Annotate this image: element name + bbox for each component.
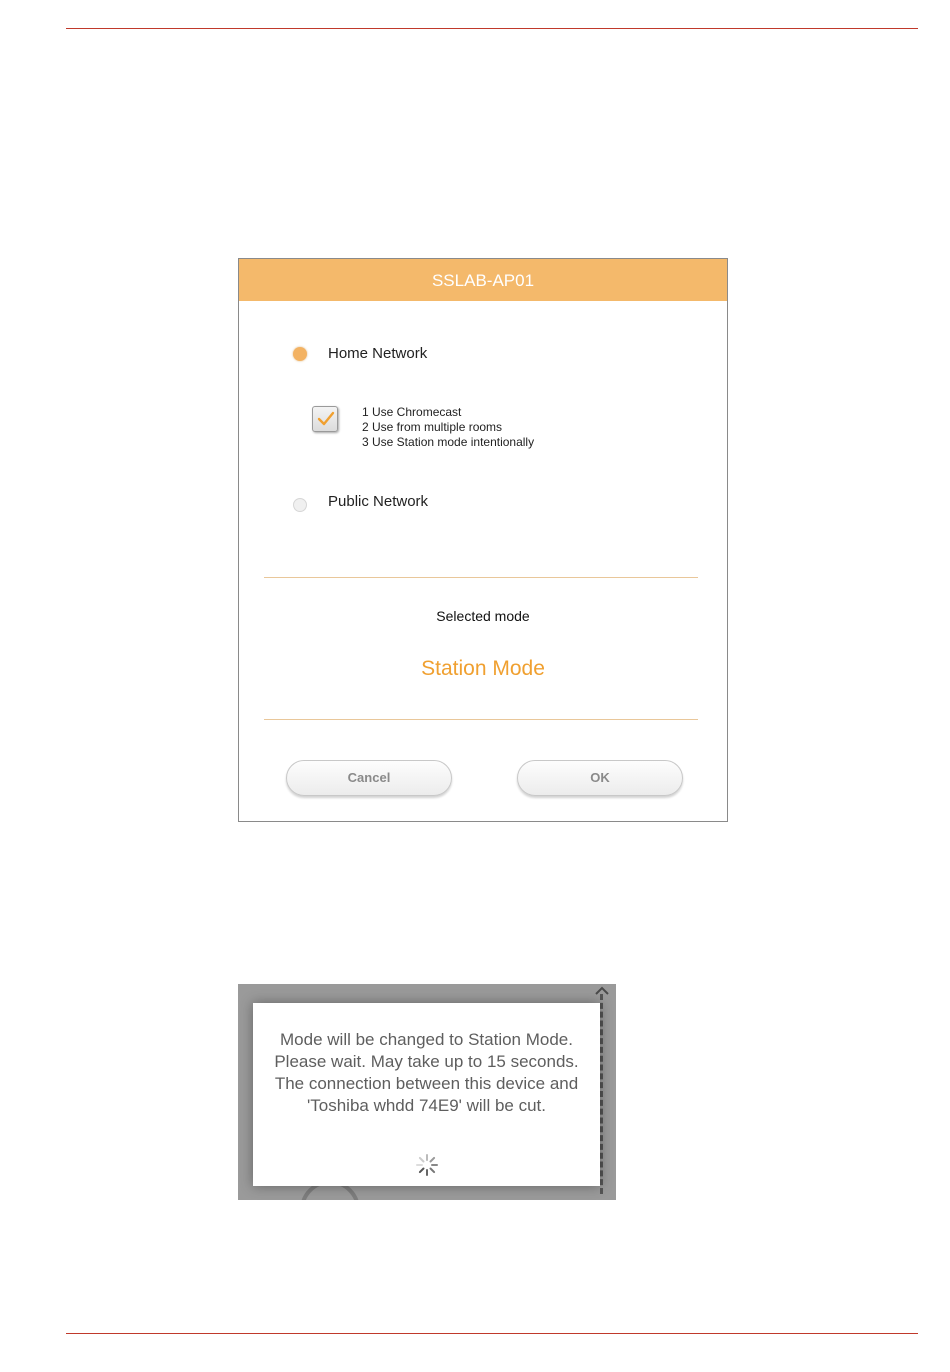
cancel-button[interactable]: Cancel [286, 760, 452, 796]
sub-option-station-mode: 3 Use Station mode intentionally [362, 435, 535, 449]
dialog-title: SSLAB-AP01 [239, 259, 727, 301]
public-network-label[interactable]: Public Network [328, 493, 429, 510]
loading-spinner-icon [415, 1153, 439, 1177]
public-network-radio[interactable] [293, 498, 307, 512]
selected-mode-value: Station Mode [421, 657, 545, 680]
progress-screenshot [238, 984, 616, 1200]
network-mode-dialog [238, 258, 728, 822]
home-network-sub-options [362, 405, 534, 450]
page-top-rule [66, 28, 918, 29]
home-network-label[interactable]: Home Network [328, 345, 428, 362]
background-dashed-line [600, 994, 603, 1194]
home-network-radio[interactable] [293, 347, 307, 361]
sub-option-multiple-rooms: 2 Use from multiple rooms [362, 420, 503, 434]
divider-bottom [264, 719, 698, 720]
selected-mode-label: Selected mode [436, 608, 530, 624]
progress-message: Mode will be changed to Station Mode. Please wait. May take up to 15 seconds. The connection between this device and 'Toshiba whdd 74E9' will be cut. [274, 1030, 579, 1115]
home-network-checkbox[interactable] [312, 406, 338, 432]
progress-dialog [253, 1003, 600, 1186]
ok-button[interactable]: OK [517, 760, 683, 796]
sub-option-chromecast: 1 Use Chromecast [362, 405, 462, 419]
checkmark-icon [316, 409, 336, 429]
divider-top [264, 577, 698, 578]
page-bottom-rule [66, 1333, 918, 1334]
